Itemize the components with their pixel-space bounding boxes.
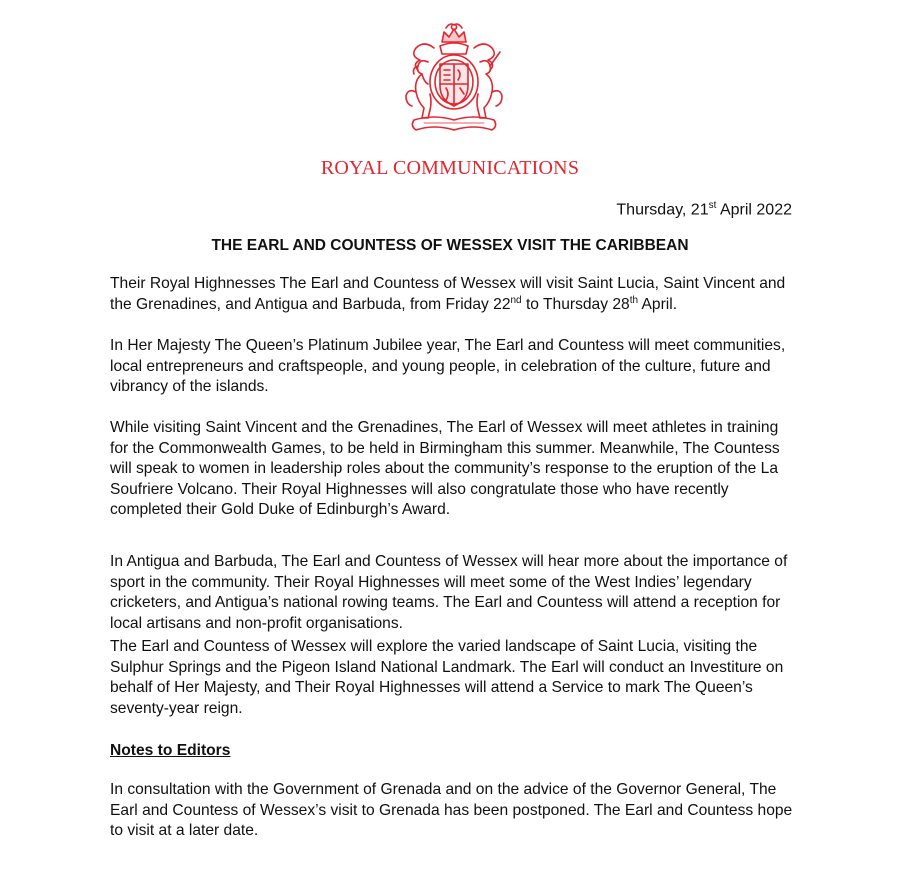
royal-crest-icon: [394, 22, 514, 136]
paragraph-3: While visiting Saint Vincent and the Grenadines, The Earl of Wessex will meet athletes in training for the Commonwealth Games, to be held in Birmingham this summer. Meanwhile, The Countess will speak to women in leadership roles about the community’s response to the eruption of the La Soufriere Volcano. Their Royal Highnesses will also congratulate those who have recently completed their Gold Duke of Edinburgh’s Award.: [110, 419, 780, 519]
release-date: Thursday, 21st April 2022: [616, 200, 792, 219]
paragraph-1: Their Royal Highnesses The Earl and Countess of Wessex will visit Saint Lucia, Saint Vincent and the Grenadines, and Antigua and Barbuda, from Friday 22nd to Thursday 28th April.: [110, 275, 786, 313]
header-title: ROYAL COMMUNICATIONS: [320, 157, 580, 179]
notes-to-editors-heading: Notes to Editors: [110, 742, 231, 759]
notes-to-editors-text: In consultation with the Government of Grenada and on the advice of the Governor General, The Earl and Countess of Wessex’s visit to Grenada has been postponed. The Earl and Countess hope to visit at a later date.: [110, 781, 793, 840]
paragraph-5: The Earl and Countess of Wessex will explore the varied landscape of Saint Lucia, visiting the Sulphur Springs and the Pigeon Island National Landmark. The Earl will conduct an Investiture on behalf of Her Majesty, and Their Royal Highnesses will attend a Service to mark The Queen’s seventy-year reign.: [110, 638, 784, 717]
press-release-headline: THE EARL AND COUNTESS OF WESSEX VISIT THE CARIBBEAN: [211, 237, 689, 254]
paragraph-2: In Her Majesty The Queen’s Platinum Jubilee year, The Earl and Countess will meet communities, local entrepreneurs and craftspeople, and young people, in celebration of the culture, future and vibrancy of the islands.: [110, 337, 786, 396]
paragraph-4: In Antigua and Barbuda, The Earl and Countess of Wessex will hear more about the importance of sport in the community. Their Royal Highnesses will meet some of the West Indies’ legendary cricketers, and Antigua’s national rowing teams. The Earl and Countess will attend a reception for local artisans and non-profit organisations.: [110, 553, 788, 632]
